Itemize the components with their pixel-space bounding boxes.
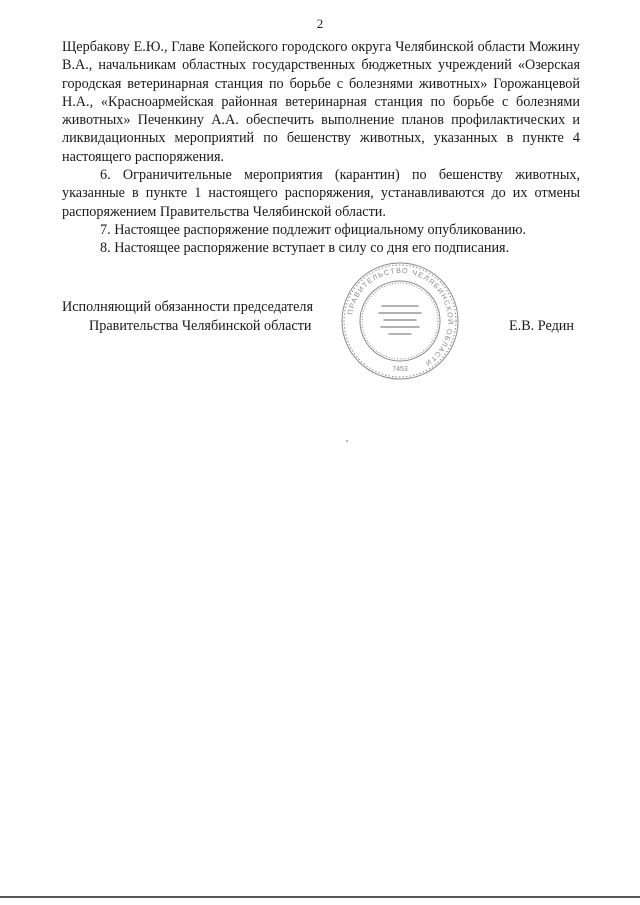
seal-inner-ring [360,281,440,361]
page-number: 2 [316,16,324,31]
seal-rings [342,263,458,379]
document-body [62,38,580,258]
seal-ring-text: ПРАВИТЕЛЬСТВО ЧЕЛЯБИНСКОЙ ОБЛАСТИ [345,265,456,369]
seal-number: 7453 [392,366,408,373]
seal-inner-dotted-ring [362,283,438,359]
signature-block [62,298,313,335]
scan-artifact [346,440,348,442]
paragraph-5-continuation: Щербакову Е.Ю., Главе Копейского городского округа Челябинской области Можину В.А., начальникам областных государственных бюджетных учреждений «Озерская городская ветеринарная станция по борьбе с болезнями животных» Горожанцевой Н.А., «Красноармейская районная ветеринарная станция по борьбе с болезнями животных» Печенкину А.А. обеспечить выполнение планов профилактических и ликвидационных мероприятий по бешенству животных, указанных в пункте 4 настоящего распоряжения. [62,39,580,165]
seal-dotted-ring [344,265,456,377]
paragraph-7: 7. Настоящее распоряжение подлежит официальному опубликованию. [100,221,527,238]
bottom-scan-edge [0,896,640,898]
seal-outer-ring [342,263,458,379]
official-seal-stamp [339,260,461,382]
signer-title-line-1: Исполняющий обязанности председателя [62,299,313,315]
paragraph-6: 6. Ограничительные мероприятия (карантин) по бешенству животных, указанные в пункте 1 настоящего распоряжения, устанавливаются до их отмены распоряжением Правительства Челябинской области. [62,167,580,220]
signer-name: Е.В. Редин [509,318,574,334]
paragraph-8: 8. Настоящее распоряжение вступает в силу со дня его подписания. [100,240,510,257]
seal-center-lines [379,306,421,334]
signer-title-line-2: Правительства Челябинской области [89,317,312,334]
